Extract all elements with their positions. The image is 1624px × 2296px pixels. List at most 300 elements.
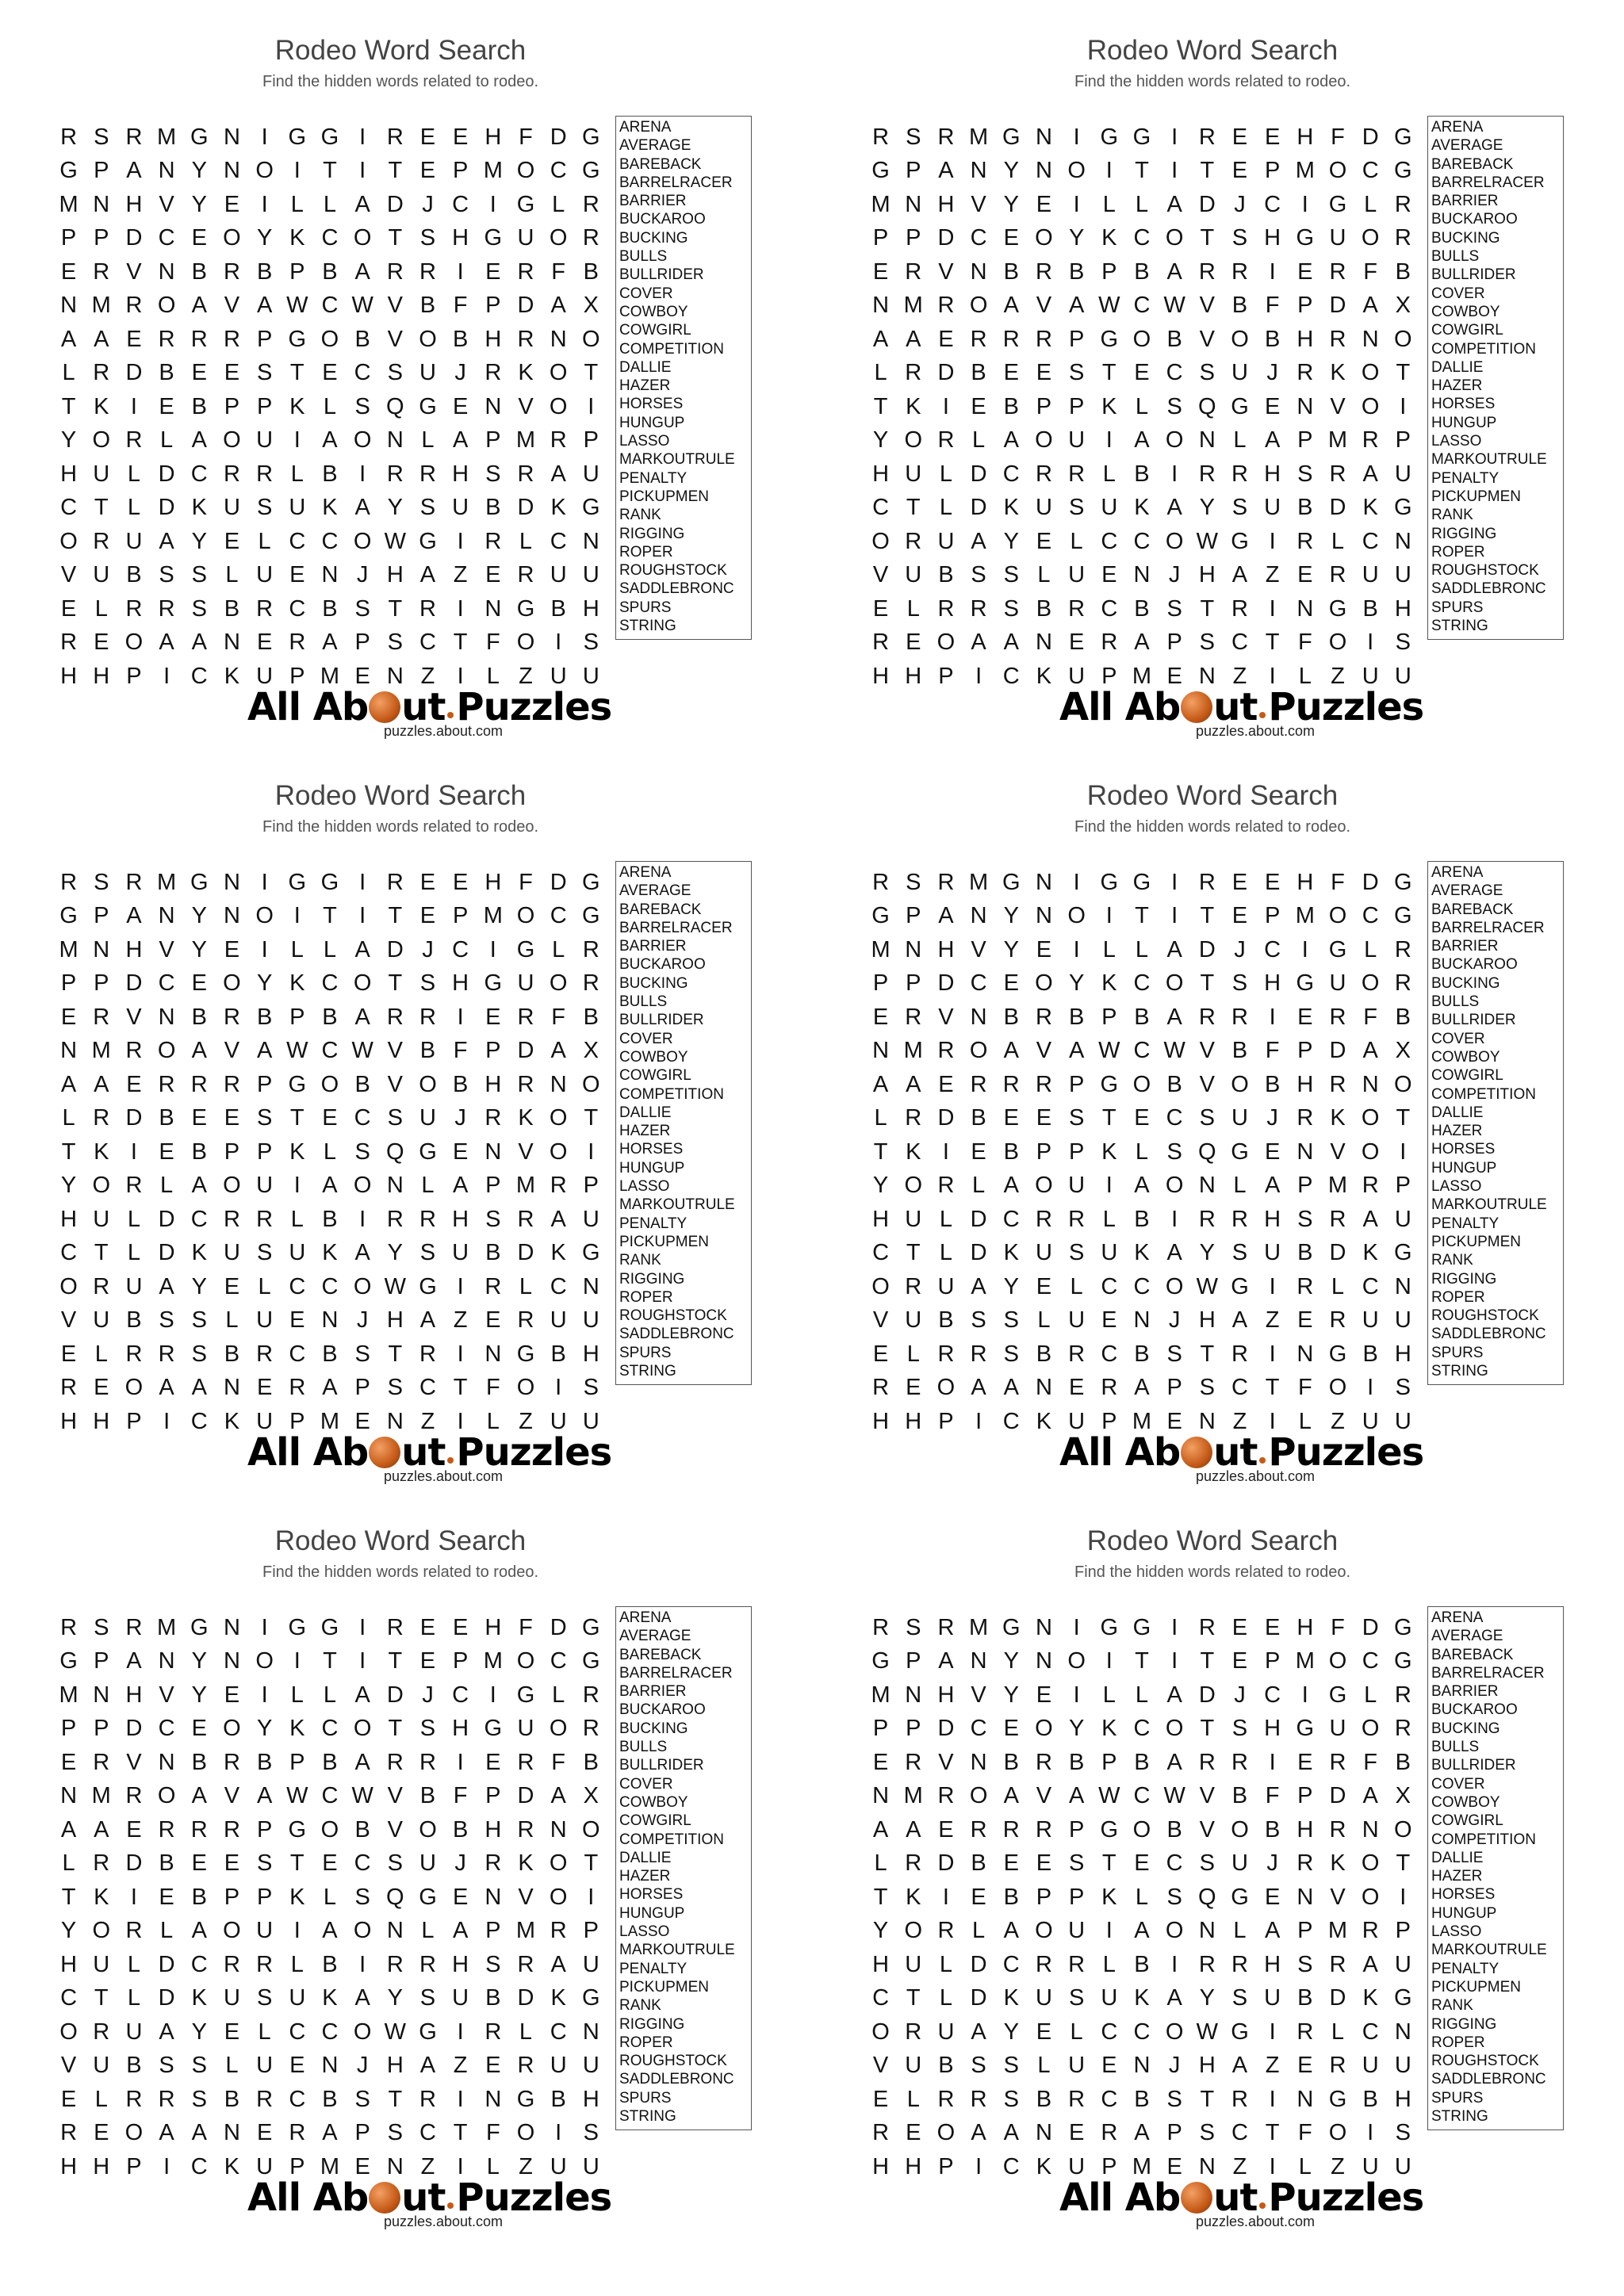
grid-letter: U — [223, 1240, 240, 1266]
grid-letter: B — [1003, 1004, 1019, 1030]
grid-letter: L — [1070, 1273, 1083, 1299]
grid-letter: S — [1166, 393, 1182, 419]
grid-letter: K — [1036, 663, 1052, 689]
grid-letter: R — [905, 1105, 922, 1131]
grid-letter: I — [1301, 1682, 1308, 1708]
grid-letter: C — [190, 1206, 208, 1232]
word-list-item: HORSES — [1431, 1141, 1496, 1158]
grid-letter: T — [388, 2086, 403, 2112]
grid-letter: C — [321, 225, 339, 251]
grid-letter: D — [550, 1614, 567, 1640]
grid-letter: E — [224, 360, 240, 386]
word-list-item: PICKUPMEN — [619, 1978, 709, 1996]
word-list-item: BULLRIDER — [619, 1012, 704, 1029]
grid-letter: H — [1198, 1307, 1216, 1334]
grid-letter: O — [1165, 225, 1184, 251]
grid-letter: N — [1035, 1375, 1052, 1401]
grid-letter: A — [1068, 293, 1085, 319]
grid-letter: H — [452, 970, 469, 997]
grid-letter: U — [93, 1307, 110, 1334]
puzzle-card-1 — [0, 0, 812, 745]
grid-letter: L — [939, 1951, 952, 1977]
grid-letter: Y — [1199, 1985, 1215, 2011]
grid-letter: U — [1264, 1985, 1281, 2011]
grid-letter: U — [1362, 663, 1379, 689]
grid-letter: P — [452, 1648, 469, 1674]
grid-letter: E — [1003, 360, 1019, 386]
grid-letter: E — [1231, 124, 1248, 150]
grid-row — [864, 1712, 1419, 1747]
grid-letter: S — [1068, 1985, 1085, 2011]
word-list-item: HAZER — [619, 1123, 671, 1140]
grid-letter: D — [970, 1985, 987, 2011]
grid-letter: N — [1035, 903, 1052, 929]
grid-letter: H — [872, 663, 890, 689]
grid-row — [52, 525, 607, 559]
puzzle-title: Rodeo Word Search — [274, 780, 527, 811]
grid-row — [52, 2117, 607, 2151]
grid-letter: P — [1068, 1884, 1085, 1910]
word-list-item: COMPETITION — [619, 1085, 724, 1103]
grid-letter: C — [289, 2086, 306, 2112]
grid-letter: U — [256, 1918, 274, 1944]
grid-letter: I — [359, 869, 366, 895]
word-list-item: COWGIRL — [619, 322, 691, 339]
word-list-item: ARENA — [1431, 1609, 1484, 1626]
grid-letter: U — [1101, 1985, 1118, 2011]
grid-letter: R — [1002, 1816, 1020, 1843]
grid-letter: E — [485, 1749, 501, 1775]
grid-letter: N — [1198, 427, 1216, 453]
grid-letter: I — [1171, 124, 1178, 150]
grid-letter: A — [1003, 629, 1019, 656]
grid-letter: D — [125, 225, 143, 251]
grid-letter: E — [1264, 1884, 1281, 1910]
grid-letter: R — [1329, 461, 1346, 487]
grid-letter: C — [550, 528, 567, 554]
grid-letter: R — [419, 1341, 436, 1367]
grid-letter: S — [387, 1105, 403, 1131]
grid-letter: R — [1101, 629, 1118, 656]
grid-row — [52, 1881, 607, 1915]
grid-letter: M — [969, 1614, 989, 1640]
grid-letter: H — [1198, 2053, 1216, 2079]
grid-letter: D — [1329, 1783, 1346, 1809]
word-list-item: AVERAGE — [619, 882, 691, 900]
grid-letter: A — [159, 1375, 174, 1401]
grid-letter: B — [583, 1004, 599, 1030]
grid-letter: M — [1295, 158, 1315, 184]
grid-letter: K — [1101, 1138, 1117, 1165]
grid-letter: N — [905, 1682, 922, 1708]
grid-letter: G — [582, 124, 600, 150]
grid-letter: R — [1297, 360, 1314, 386]
grid-letter: R — [1068, 1206, 1086, 1232]
grid-letter: K — [1101, 970, 1117, 997]
grid-letter: B — [191, 393, 207, 419]
grid-letter: R — [1329, 1816, 1346, 1843]
grid-letter: I — [1105, 158, 1113, 184]
grid-letter: I — [457, 2019, 464, 2045]
grid-letter: M — [1132, 1408, 1152, 1434]
grid-letter: R — [1198, 1951, 1216, 1977]
word-list-item: ROPER — [1431, 1288, 1485, 1306]
word-list-item: COMPETITION — [619, 340, 724, 358]
grid-letter: S — [906, 124, 921, 150]
word-list-item: BUCKAROO — [1431, 956, 1518, 974]
grid-letter: S — [191, 562, 207, 588]
grid-letter: H — [386, 1307, 404, 1334]
grid-letter: N — [1394, 2019, 1411, 2045]
grid-letter: E — [872, 1749, 889, 1775]
grid-letter: R — [905, 1004, 922, 1030]
grid-letter: A — [94, 1816, 109, 1843]
word-list-item: BULLRIDER — [619, 266, 704, 284]
grid-letter: A — [938, 158, 954, 184]
word-list-item: COWBOY — [1431, 303, 1500, 320]
grid-letter: N — [550, 1816, 567, 1843]
grid-letter: S — [906, 1614, 921, 1640]
grid-row — [864, 1948, 1419, 1982]
grid-letter: U — [1068, 1918, 1086, 1944]
grid-letter: R — [517, 1004, 534, 1030]
grid-letter: O — [353, 427, 372, 453]
grid-letter: R — [419, 1206, 436, 1232]
grid-letter: O — [1231, 326, 1249, 352]
grid-letter: H — [60, 461, 78, 487]
word-list-item: ROUGHSTOCK — [1431, 562, 1539, 580]
grid-letter: S — [1199, 1105, 1215, 1131]
grid-letter: I — [130, 393, 137, 419]
grid-letter: V — [60, 562, 77, 588]
grid-letter: A — [159, 2019, 174, 2045]
word-list-item: SADDLEBRONC — [1431, 2071, 1546, 2088]
grid-letter: F — [1265, 293, 1280, 319]
grid-letter: J — [1234, 1682, 1246, 1708]
grid-letter: B — [971, 1850, 986, 1877]
grid-letter: H — [872, 461, 890, 487]
grid-letter: K — [289, 1716, 305, 1742]
grid-letter: I — [1400, 1884, 1407, 1910]
grid-letter: C — [1362, 2019, 1379, 2045]
grid-letter: R — [905, 1749, 922, 1775]
word-list-item: BARRIER — [619, 1683, 687, 1701]
grid-letter: S — [191, 1307, 207, 1334]
grid-letter: V — [387, 1038, 403, 1064]
grid-letter: O — [549, 1716, 568, 1742]
grid-letter: V — [971, 936, 986, 962]
grid-letter: R — [158, 2086, 175, 2112]
grid-letter: I — [489, 1682, 496, 1708]
grid-letter: T — [1200, 903, 1215, 929]
grid-letter: L — [225, 562, 239, 588]
grid-letter: K — [224, 2153, 240, 2179]
grid-letter: P — [906, 225, 921, 251]
letter-grid — [864, 121, 1419, 694]
grid-letter: M — [903, 1783, 923, 1809]
word-list-item: BULLS — [619, 1739, 668, 1756]
grid-letter: L — [1331, 528, 1345, 554]
grid-letter: I — [1171, 1206, 1178, 1232]
grid-letter: P — [1264, 158, 1281, 184]
grid-letter: F — [551, 1749, 566, 1775]
grid-letter: E — [1231, 1648, 1248, 1674]
grid-letter: I — [975, 1408, 982, 1434]
grid-letter: H — [872, 1206, 890, 1232]
grid-letter: L — [290, 1682, 304, 1708]
grid-letter: T — [61, 1884, 76, 1910]
grid-letter: N — [970, 258, 987, 285]
dot-icon — [1259, 712, 1266, 718]
grid-letter: B — [256, 258, 273, 285]
grid-row — [864, 1035, 1419, 1069]
grid-letter: Y — [191, 1648, 207, 1674]
grid-letter: Y — [1068, 225, 1085, 251]
word-list-item: BUCKING — [1431, 1720, 1500, 1737]
grid-row — [864, 2015, 1419, 2049]
grid-letter: A — [60, 1816, 77, 1843]
grid-letter: O — [92, 1918, 111, 1944]
grid-letter: B — [1166, 326, 1182, 352]
grid-letter: U — [582, 1307, 599, 1334]
grid-letter: C — [1166, 1850, 1183, 1877]
grid-letter: N — [1198, 1918, 1216, 1944]
grid-letter: O — [1165, 427, 1184, 453]
word-list-item: BARRIER — [619, 938, 687, 955]
puzzle-card-3 — [0, 745, 812, 1490]
grid-letter: K — [1101, 1716, 1117, 1742]
grid-letter: L — [62, 360, 75, 386]
grid-row — [864, 1678, 1419, 1712]
grid-letter: Y — [60, 1918, 77, 1944]
grid-letter: X — [1395, 1783, 1411, 1809]
grid-letter: E — [224, 1273, 240, 1299]
grid-letter: P — [906, 158, 921, 184]
grid-letter: H — [872, 2153, 890, 2179]
grid-letter: E — [191, 970, 207, 997]
grid-letter: R — [419, 2086, 436, 2112]
grid-letter: P — [485, 1783, 501, 1809]
grid-letter: U — [1362, 2053, 1379, 2079]
grid-letter: Q — [1198, 1138, 1216, 1165]
grid-letter: I — [457, 1273, 464, 1299]
grid-letter: C — [1166, 1105, 1183, 1131]
grid-letter: V — [1199, 293, 1215, 319]
grid-letter: N — [386, 1173, 404, 1199]
grid-letter: O — [904, 1173, 923, 1199]
grid-letter: G — [288, 1816, 307, 1843]
grid-letter: E — [971, 1884, 986, 1910]
grid-letter: D — [386, 1682, 404, 1708]
grid-letter: D — [125, 1716, 143, 1742]
grid-letter: C — [321, 1783, 339, 1809]
grid-letter: R — [223, 461, 240, 487]
grid-letter: I — [359, 1206, 366, 1232]
grid-letter: T — [388, 595, 403, 622]
grid-letter: M — [515, 1918, 536, 1944]
grid-letter: I — [489, 191, 496, 217]
grid-letter: A — [1003, 1375, 1019, 1401]
grid-letter: B — [1395, 258, 1411, 285]
grid-letter: Z — [453, 1307, 468, 1334]
grid-letter: Z — [420, 2153, 435, 2179]
grid-letter: A — [60, 1071, 77, 1097]
grid-letter: R — [1329, 1749, 1346, 1775]
grid-letter: W — [384, 1273, 406, 1299]
grid-letter: R — [386, 1206, 404, 1232]
grid-letter: T — [1135, 1648, 1149, 1674]
grid-letter: A — [191, 1375, 207, 1401]
grid-letter: I — [261, 191, 268, 217]
grid-letter: P — [126, 1408, 142, 1434]
grid-letter: U — [1264, 495, 1281, 521]
grid-letter: N — [60, 1783, 78, 1809]
grid-letter: U — [1394, 663, 1411, 689]
grid-row — [52, 1337, 607, 1372]
grid-letter: C — [1231, 2120, 1248, 2146]
grid-row — [864, 626, 1419, 660]
grid-letter: F — [551, 258, 566, 285]
grid-letter: P — [1101, 663, 1117, 689]
grid-letter: E — [354, 663, 370, 689]
grid-letter: C — [1231, 1375, 1248, 1401]
grid-letter: A — [1264, 1918, 1281, 1944]
grid-letter: N — [872, 1038, 890, 1064]
grid-letter: I — [359, 1614, 366, 1640]
grid-letter: O — [1165, 528, 1184, 554]
grid-letter: L — [972, 1173, 986, 1199]
grid-row — [52, 1237, 607, 1271]
puzzle-title: Rodeo Word Search — [1086, 1525, 1339, 1556]
grid-letter: N — [1198, 1408, 1216, 1434]
grid-letter: S — [94, 869, 109, 895]
grid-letter: H — [582, 595, 599, 622]
grid-letter: P — [224, 1138, 240, 1165]
grid-letter: H — [1297, 1816, 1314, 1843]
grid-letter: L — [1364, 936, 1377, 962]
grid-letter: R — [970, 1816, 987, 1843]
grid-letter: E — [60, 2086, 77, 2112]
grid-row — [864, 1746, 1419, 1780]
grid-letter: H — [485, 1816, 502, 1843]
grid-row — [52, 323, 607, 357]
word-list-item: BAREBACK — [619, 1646, 702, 1663]
grid-row — [52, 967, 607, 1001]
grid-row — [864, 1169, 1419, 1203]
grid-letter: E — [224, 2019, 240, 2045]
grid-letter: I — [1269, 1341, 1276, 1367]
grid-letter: P — [1036, 1884, 1052, 1910]
grid-letter: E — [1003, 225, 1019, 251]
grid-letter: R — [485, 528, 502, 554]
grid-letter: R — [256, 461, 274, 487]
grid-letter: D — [517, 1240, 534, 1266]
grid-letter: S — [419, 1985, 436, 2011]
grid-letter: E — [289, 2053, 305, 2079]
grid-letter: R — [158, 1341, 175, 1367]
grid-letter: H — [1297, 124, 1314, 150]
grid-letter: L — [127, 1985, 140, 2011]
grid-letter: S — [354, 1138, 370, 1165]
grid-letter: U — [125, 528, 143, 554]
word-list-item: RIGGING — [1431, 525, 1497, 542]
grid-letter: D — [517, 1783, 534, 1809]
grid-letter: K — [1101, 225, 1117, 251]
grid-letter: V — [872, 562, 889, 588]
grid-letter: U — [289, 1240, 306, 1266]
grid-letter: D — [517, 1985, 534, 2011]
grid-letter: E — [1036, 1682, 1052, 1708]
grid-letter: S — [1003, 562, 1019, 588]
grid-letter: K — [94, 393, 109, 419]
grid-letter: R — [125, 2086, 143, 2112]
grid-letter: B — [1231, 293, 1248, 319]
grid-letter: M — [903, 293, 923, 319]
grid-letter: C — [550, 903, 567, 929]
grid-letter: O — [904, 1918, 923, 1944]
grid-letter: Z — [1331, 1408, 1345, 1434]
grid-letter: L — [258, 528, 271, 554]
grid-letter: L — [1135, 1884, 1149, 1910]
grid-letter: R — [937, 1173, 955, 1199]
grid-letter: V — [872, 2053, 889, 2079]
grid-letter: E — [224, 528, 240, 554]
word-list-item: BARRELRACER — [1431, 174, 1545, 191]
grid-letter: W — [351, 1038, 373, 1064]
grid-letter: A — [94, 326, 109, 352]
grid-letter: N — [1035, 869, 1052, 895]
word-list-item: BULLS — [1431, 993, 1480, 1011]
grid-letter: R — [1329, 1307, 1346, 1334]
grid-row — [864, 323, 1419, 357]
grid-letter: B — [224, 1341, 240, 1367]
grid-letter: I — [163, 1408, 170, 1434]
grid-letter: I — [588, 1884, 595, 1910]
grid-letter: E — [1264, 393, 1281, 419]
grid-letter: O — [549, 1850, 568, 1877]
grid-letter: R — [517, 562, 534, 588]
word-list-item: COVER — [1431, 1775, 1485, 1793]
grid-letter: A — [1264, 427, 1281, 453]
grid-letter: O — [1165, 1173, 1184, 1199]
grid-letter: K — [906, 1138, 921, 1165]
grid-letter: E — [1166, 1408, 1182, 1434]
word-list-item: COWBOY — [619, 1793, 688, 1811]
grid-letter: E — [191, 1850, 207, 1877]
grid-letter: R — [517, 1749, 534, 1775]
grid-letter: G — [288, 869, 307, 895]
grid-letter: O — [1394, 326, 1412, 352]
grid-letter: T — [1200, 225, 1215, 251]
word-list-item: ARENA — [619, 864, 672, 881]
letter-grid — [52, 866, 607, 1439]
grid-letter: N — [970, 903, 987, 929]
grid-letter: R — [1198, 258, 1216, 285]
grid-letter: W — [384, 2019, 406, 2045]
dot-icon — [1259, 2202, 1266, 2209]
puzzle-card-4 — [812, 745, 1624, 1490]
grid-letter: E — [419, 124, 436, 150]
grid-letter: N — [158, 158, 175, 184]
grid-letter: B — [159, 1850, 174, 1877]
grid-letter: O — [1035, 1918, 1053, 1944]
grid-letter: R — [289, 1375, 306, 1401]
grid-letter: P — [256, 1816, 273, 1843]
grid-letter: C — [1101, 2086, 1118, 2112]
grid-letter: P — [1395, 1173, 1411, 1199]
grid-letter: S — [1395, 1375, 1411, 1401]
grid-letter: C — [190, 2153, 208, 2179]
